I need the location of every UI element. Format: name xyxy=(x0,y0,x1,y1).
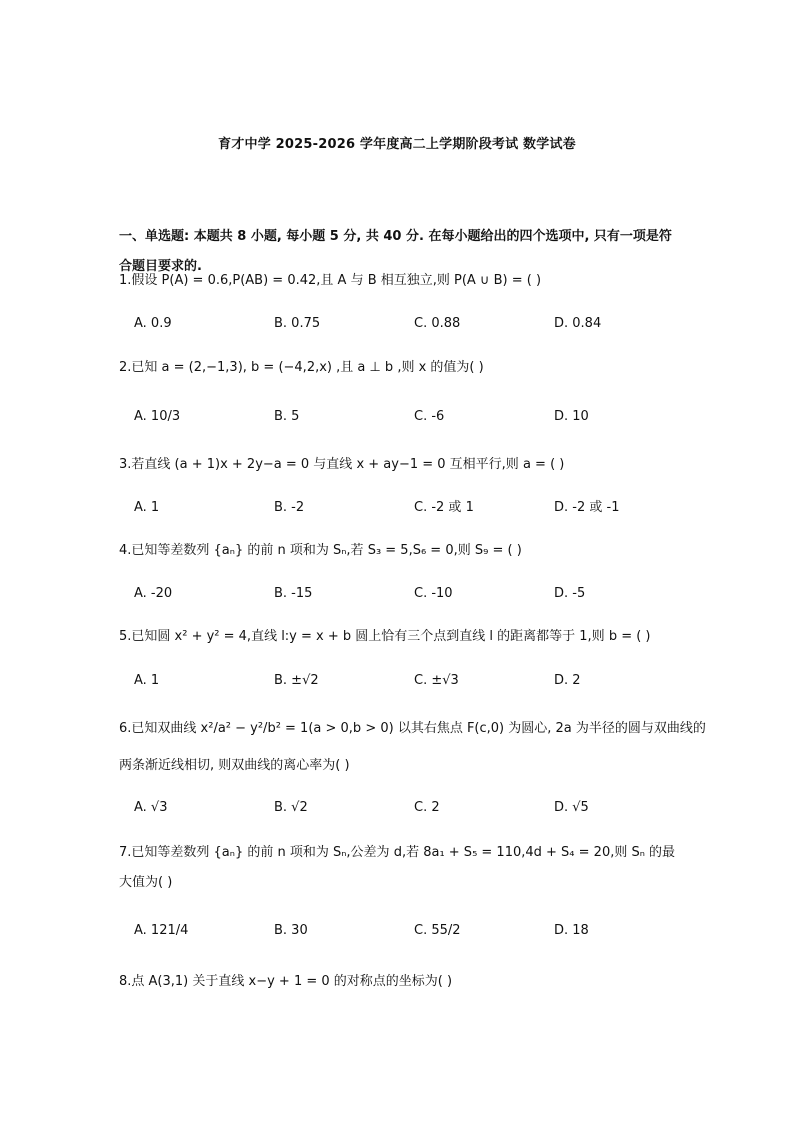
option-a[interactable]: A. 0.9 xyxy=(134,316,172,331)
option-b[interactable]: B. 30 xyxy=(274,923,308,938)
option-b[interactable]: B. 0.75 xyxy=(274,316,321,331)
option-a[interactable]: A. 10/3 xyxy=(134,409,181,424)
question-6-line-1: 6.已知双曲线 x²/a² − y²/b² = 1(a > 0,b > 0) 以其右焦点 F(c,0) 为圆心, 2a 为半径的圆与双曲线的 xyxy=(119,721,706,736)
question-7-options xyxy=(134,920,694,942)
question-7-line-2: 大值为( ) xyxy=(119,875,173,890)
option-c[interactable]: C. ±√3 xyxy=(414,673,459,688)
question-5: 5.已知圆 x² + y² = 4,直线 l:y = x + b 圆上恰有三个点到直线 l 的距离都等于 1,则 b = ( ) xyxy=(119,629,651,644)
question-6-options xyxy=(134,797,694,819)
question-2: 2.已知 a = (2,−1,3), b = (−4,2,x) ,且 a ⊥ b ,则 x 的值为( ) xyxy=(119,360,484,375)
option-d[interactable]: D. 18 xyxy=(554,923,589,938)
option-d[interactable]: D. 2 xyxy=(554,673,581,688)
option-a[interactable]: A. √3 xyxy=(134,800,168,815)
question-4: 4.已知等差数列 {aₙ} 的前 n 项和为 Sₙ,若 S₃ = 5,S₆ = 0,则 S₉ = ( ) xyxy=(119,543,522,558)
option-a[interactable]: A. -20 xyxy=(134,586,173,601)
option-b[interactable]: B. -2 xyxy=(274,500,305,515)
exam-title: 育才中学 2025-2026 学年度高二上学期阶段考试 数学试卷 xyxy=(218,137,576,152)
option-b[interactable]: B. 5 xyxy=(274,409,300,424)
option-b[interactable]: B. -15 xyxy=(274,586,313,601)
option-c[interactable]: C. -6 xyxy=(414,409,445,424)
option-d[interactable]: D. 0.84 xyxy=(554,316,602,331)
option-a[interactable]: A. 1 xyxy=(134,500,160,515)
option-c[interactable]: C. 0.88 xyxy=(414,316,461,331)
question-1-options xyxy=(134,313,694,335)
question-3-options xyxy=(134,497,694,519)
option-d[interactable]: D. 10 xyxy=(554,409,589,424)
option-b[interactable]: B. √2 xyxy=(274,800,308,815)
option-c[interactable]: C. -2 或 1 xyxy=(414,500,474,515)
question-4-options xyxy=(134,583,694,605)
option-d[interactable]: D. -2 或 -1 xyxy=(554,500,620,515)
question-2-options xyxy=(134,406,694,428)
question-1: 1.假设 P(A) = 0.6,P(AB) = 0.42,且 A 与 B 相互独立,则 P(A ∪ B) = ( ) xyxy=(119,273,542,288)
question-6-line-2: 两条渐近线相切, 则双曲线的离心率为( ) xyxy=(119,758,350,773)
question-8: 8.点 A(3,1) 关于直线 x−y + 1 = 0 的对称点的坐标为( ) xyxy=(119,974,453,989)
section-header: 一、单选题: 本题共 8 小题, 每小题 5 分, 共 40 分. 在每小题给出的四个选项中, 只有一项是符合题目要求的. xyxy=(119,229,672,274)
option-c[interactable]: C. -10 xyxy=(414,586,453,601)
option-c[interactable]: C. 2 xyxy=(414,800,440,815)
option-c[interactable]: C. 55/2 xyxy=(414,923,461,938)
question-5-options xyxy=(134,670,694,692)
option-d[interactable]: D. -5 xyxy=(554,586,586,601)
option-a[interactable]: A. 1 xyxy=(134,673,160,688)
option-d[interactable]: D. √5 xyxy=(554,800,589,815)
question-7-line-1: 7.已知等差数列 {aₙ} 的前 n 项和为 Sₙ,公差为 d,若 8a₁ + S₅ = 110,4d + S₄ = 20,则 Sₙ 的最 xyxy=(119,845,676,860)
question-3: 3.若直线 (a + 1)x + 2y−a = 0 与直线 x + ay−1 = 0 互相平行,则 a = ( ) xyxy=(119,457,565,472)
option-a[interactable]: A. 121/4 xyxy=(134,923,189,938)
option-b[interactable]: B. ±√2 xyxy=(274,673,319,688)
